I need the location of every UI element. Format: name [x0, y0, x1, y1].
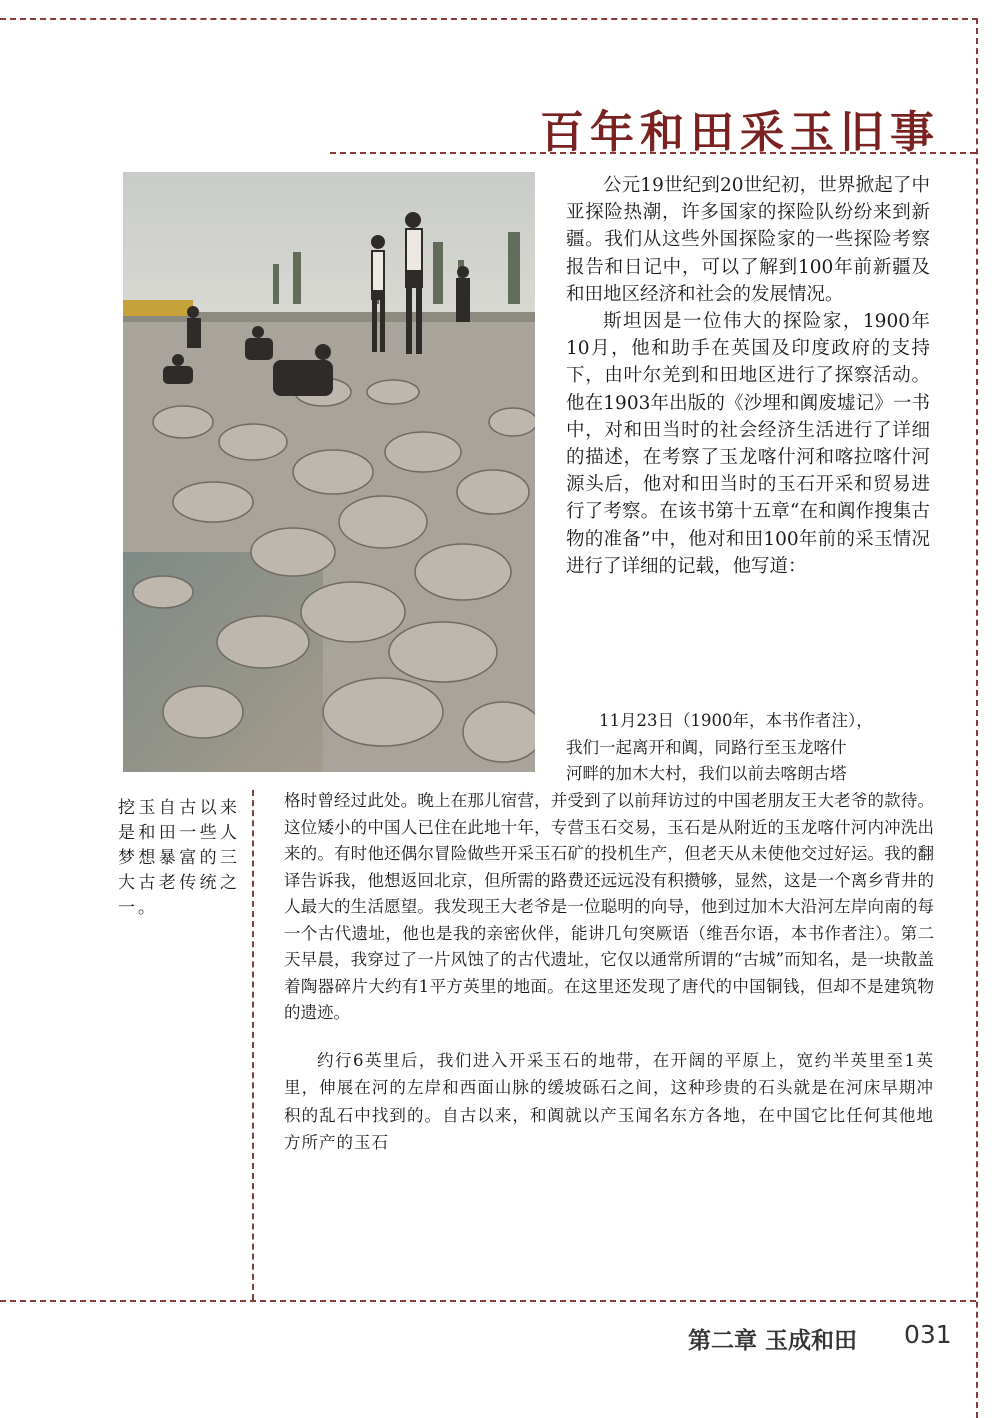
page-frame-right-border — [976, 18, 978, 1418]
caption-divider — [252, 790, 254, 1300]
footer-divider — [0, 1300, 976, 1302]
body-paragraph: 公元19世纪到20世纪初，世界掀起了中亚探险热潮，许多国家的探险队纷纷来到新疆。我们从这些外国探险家的一些探险考察报告和日记中，可以了解到100年前新疆及和田地区经济和社会的发展情况。 — [566, 175, 930, 305]
page-frame-top-border — [0, 18, 978, 20]
chapter-title: 第二章 玉成和田 — [688, 1327, 858, 1354]
riverbed-photo-icon — [123, 172, 535, 772]
quote-line: 11月23日（1900年，本书作者注）， — [566, 711, 873, 730]
photo-caption: 挖玉自古以来是和田一些人梦想暴富的三大古老传统之一。 — [118, 798, 240, 918]
quote-line: 我们一起离开和阗，同路行至玉龙喀什 — [566, 737, 847, 757]
article-body — [566, 172, 930, 580]
quote-block-main — [284, 788, 934, 1157]
page-number: 031 — [904, 1320, 952, 1349]
quote-block-top — [566, 708, 932, 788]
quote-line: 河畔的加木大村，我们以前去喀朗古塔 — [566, 764, 847, 783]
body-paragraph: 斯坦因是一位伟大的探险家，1900年10月，他和助手在英国及印度政府的支持下，由叶尔羌到和田地区进行了探察活动。他在1903年出版的《沙埋和阗废墟记》一书中，对和田当时的社会经济生活进行了详细的描述，在考察了玉龙喀什河和喀拉喀什河源头后，他对和田当时的玉石开采和贸易进行了考察。在该书第十五章“在和阗作搜集古物的准备”中，他对和田100年前的采玉情况进行了详细的记载，他写道： — [566, 311, 930, 577]
riverbed-photo — [123, 172, 535, 772]
quote-paragraph: 格时曾经过此处。晚上在那儿宿营，并受到了以前拜访过的中国老朋友王大老爷的款待。这位矮小的中国人已住在此地十年，专营玉石交易，玉石是从附近的玉龙喀什河内冲洗出来的。有时他还偶尔冒险做些开采玉石矿的投机生产，但老天从未使他交过好运。我的翻译告诉我，他想返回北京，但所需的路费还远远没有积攒够，显然，这是一个离乡背井的人最大的生活愿望。我发现王大老爷是一位聪明的向导，他到过加木大沿河左岸向南的每一个古代遗址，他也是我的亲密伙伴，能讲几句突厥语（维吾尔语，本书作者注）。第二天早晨，我穿过了一片风蚀了的古代遗址，它仅以通常所谓的“古城”而知名，是一块散盖着陶器碎片大约有1平方英里的地面。在这里还发现了唐代的中国铜钱，但却不是建筑物的遗迹。 — [284, 791, 934, 1022]
title-divider — [330, 152, 976, 154]
page-title: 百年和田采玉旧事 — [540, 107, 940, 158]
quote-paragraph: 约行6英里后，我们进入开采玉石的地带，在开阔的平原上，宽约半英里至1英里，伸展在河的左岸和西面山脉的缓坡砾石之间，这种珍贵的石头就是在河床早期冲积的乱石中找到的。自古以来，和阗就以产玉闻名东方各地，在中国它比任何其他地方所产的玉石 — [284, 1050, 934, 1152]
